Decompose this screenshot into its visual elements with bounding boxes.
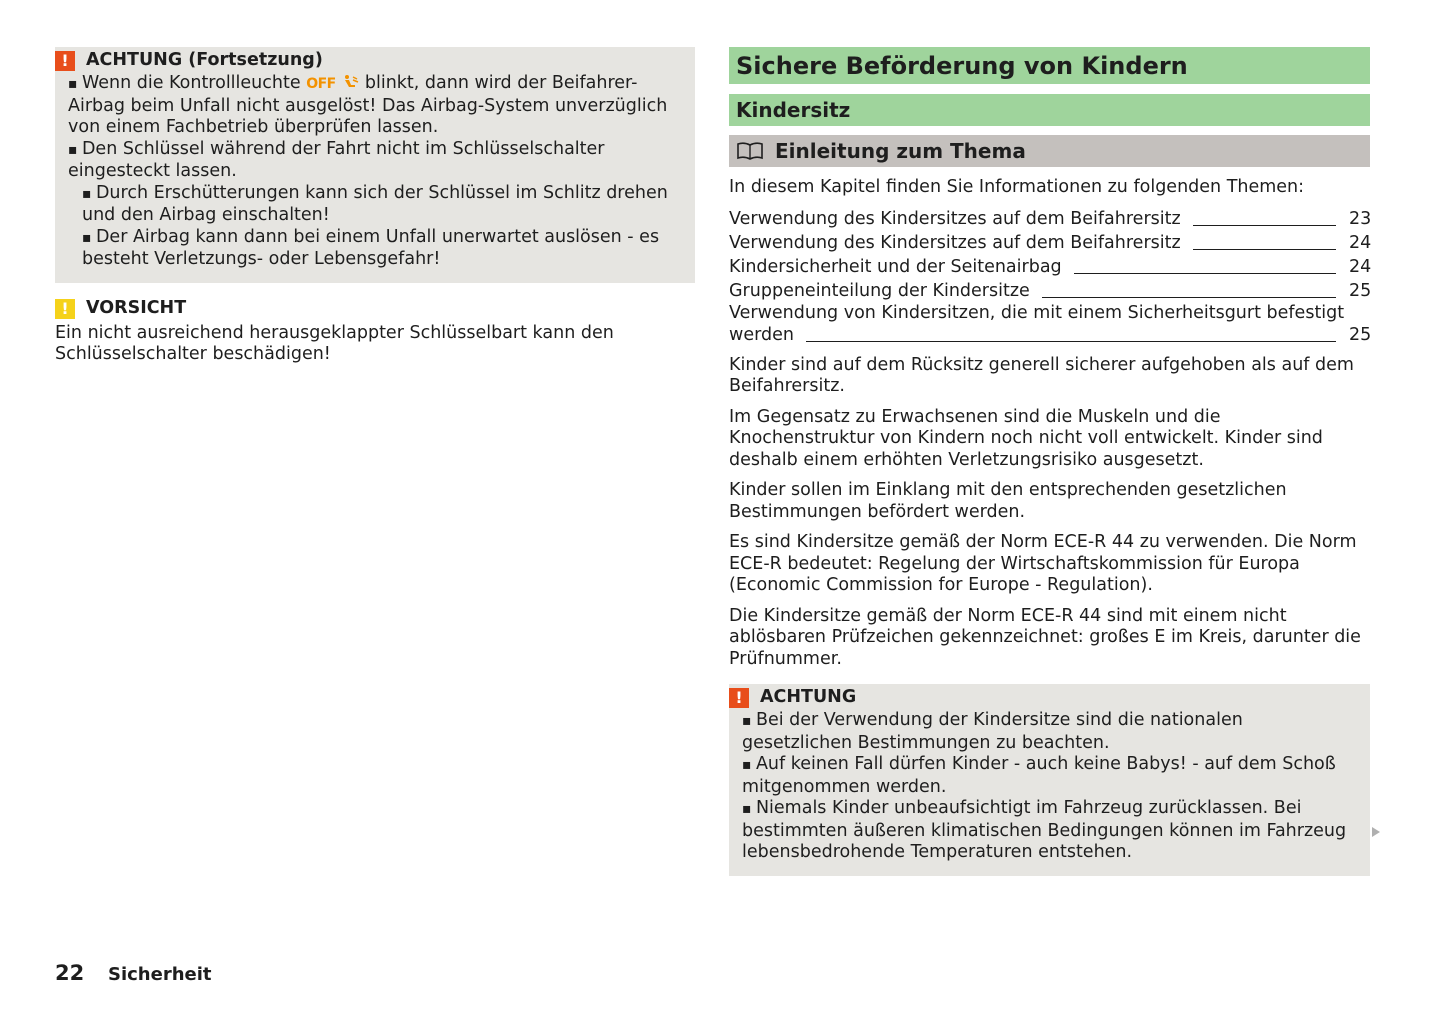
open-book-icon <box>736 141 764 161</box>
achtung-continued-header <box>55 49 681 73</box>
achtung-title: ACHTUNG <box>760 687 857 708</box>
warning-exclamation-icon: ! <box>729 688 749 708</box>
achtung-bullet-3: ▪ Durch Erschütterungen kann sich der Schlüssel im Schlitz drehen und den Airbag einschalten! <box>68 183 681 227</box>
achtung-bullet-1: ▪ Bei der Verwendung der Kindersitze sind die nationalen gesetzlichen Bestimmungen zu beachten. <box>742 710 1356 754</box>
achtung-continued-title: ACHTUNG (Fortsetzung) <box>86 50 323 71</box>
achtung-box <box>729 684 1370 876</box>
toc-entry[interactable]: Verwendung des Kindersitzes auf dem Beifahrersitz 23 <box>729 209 1372 229</box>
vorsicht-text: Ein nicht ausreichend herausgeklappter Schlüsselbart kann den Schlüsselschalter beschädigen! <box>55 322 614 364</box>
left-column <box>55 47 695 366</box>
paragraph: Kinder sind auf dem Rücksitz generell sicherer aufgehoben als auf dem Beifahrersitz. <box>729 354 1354 396</box>
achtung-header <box>729 686 1356 710</box>
vorsicht-header <box>55 297 695 321</box>
achtung-bullet-4: ▪ Der Airbag kann dann bei einem Unfall unerwartet auslösen - es besteht Verletzungs- oder Lebensgefahr! <box>68 227 681 271</box>
achtung-bullet-2: ▪ Den Schlüssel während der Fahrt nicht im Schlüsselschalter eingesteckt lassen. <box>68 139 681 183</box>
caution-exclamation-icon: ! <box>55 299 75 319</box>
intro-heading-bar <box>729 135 1370 167</box>
paragraph: Die Kindersitze gemäß der Norm ECE-R 44 sind mit einem nicht ablösbaren Prüfzeichen gekennzeichnet: großes E im Kreis, darunter die Prüfnummer. <box>729 605 1361 669</box>
chapter-heading: Sichere Beförderung von Kindern <box>729 47 1370 84</box>
toc-entry[interactable]: Verwendung des Kindersitzes auf dem Beifahrersitz 24 <box>729 233 1372 253</box>
right-column <box>729 47 1370 876</box>
passenger-airbag-off-indicator: OFF <box>306 76 336 92</box>
vorsicht-box <box>55 297 695 366</box>
toc-entry[interactable]: Verwendung von Kindersitzen, die mit einem Sicherheitsgurt befestigt werden 25 <box>729 302 1372 345</box>
achtung-bullet-1: ▪ Wenn die Kontrollleuchte OFF blinkt, dann wird der Beifahrer-Airbag beim Unfall nicht ausgelöst! Das Airbag-System unverzüglich von einem Fachbetrieb überprüfen lassen. <box>68 73 681 139</box>
intro-heading: Einleitung zum Thema <box>775 138 1026 163</box>
page-footer <box>55 963 212 986</box>
paragraph: Es sind Kindersitze gemäß der Norm ECE-R 44 zu verwenden. Die Norm ECE-R bedeutet: Regelung der Wirtschaftskommission für Europa (Economic Commission for Europe - Regulation). <box>729 532 1357 595</box>
table-of-contents <box>729 207 1370 347</box>
paragraph: Im Gegensatz zu Erwachsenen sind die Muskeln und die Knochenstruktur von Kindern noch nicht voll entwickelt. Kinder sind deshalb einem erhöhten Verletzungsrisiko ausgesetzt. <box>729 406 1323 470</box>
toc-entry[interactable]: Gruppeneinteilung der Kindersitze 25 <box>729 281 1372 301</box>
achtung-bullet-3: ▪ Niemals Kinder unbeaufsichtigt im Fahrzeug zurücklassen. Bei bestimmten äußeren klimatischen Bedingungen können im Fahrzeug lebensbedrohende Temperaturen entstehen. <box>742 798 1356 864</box>
toc-entry[interactable]: Kindersicherheit und der Seitenairbag 24 <box>729 257 1372 277</box>
footer-section-title: Sicherheit <box>108 964 212 985</box>
continue-arrow-icon <box>1372 827 1380 837</box>
page-number: 22 <box>55 961 85 985</box>
intro-line: In diesem Kapitel finden Sie Informationen zu folgenden Themen: <box>729 177 1305 197</box>
airbag-seat-icon <box>341 74 359 90</box>
warning-exclamation-icon: ! <box>55 51 75 71</box>
vorsicht-title: VORSICHT <box>86 297 187 318</box>
achtung-bullet-2: ▪ Auf keinen Fall dürfen Kinder - auch keine Babys! - auf dem Schoß mitgenommen werden. <box>742 754 1356 798</box>
achtung-continued-box <box>55 47 695 283</box>
paragraph: Kinder sollen im Einklang mit den entsprechenden gesetzlichen Bestimmungen befördert werden. <box>729 480 1287 522</box>
section-heading: Kindersitz <box>729 94 1370 126</box>
